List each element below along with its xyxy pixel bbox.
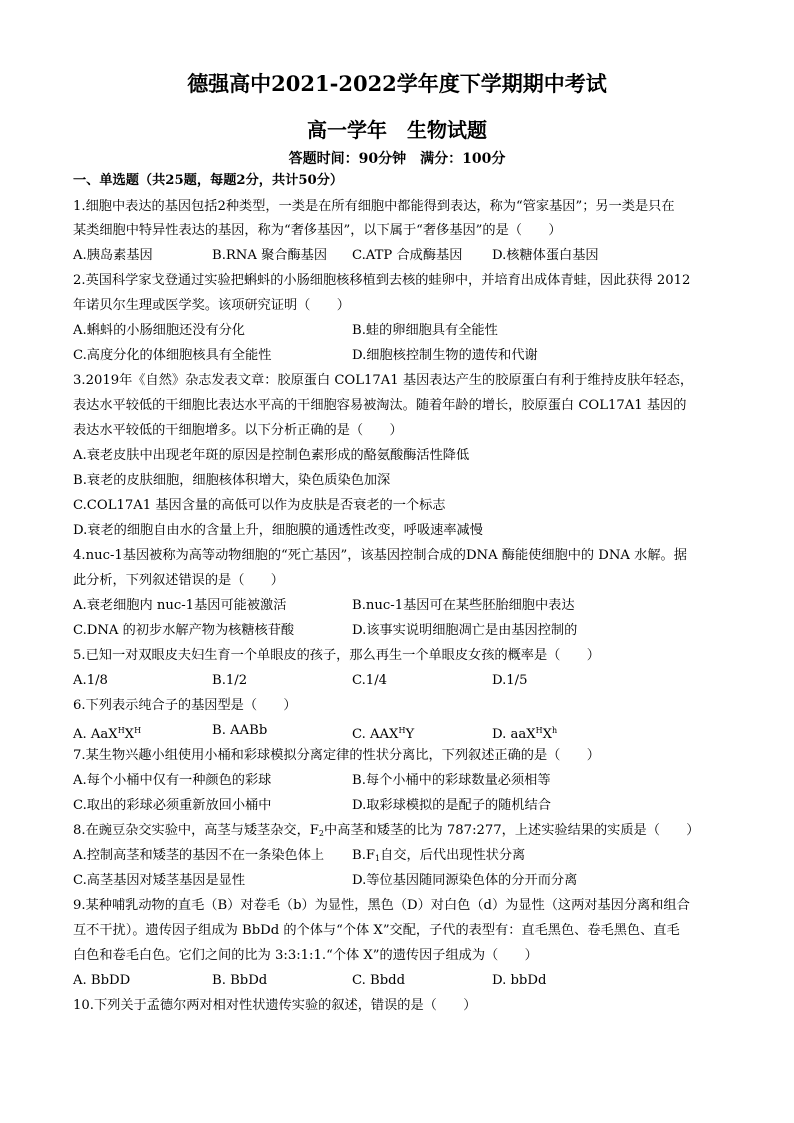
question-2-option-d: D.细胞核控制生物的遗传和代谢 (352, 348, 538, 363)
question-9-option-d: D. bbDd (492, 973, 547, 988)
question-1-option-b: B.RNA 聚合酶基因 (212, 248, 328, 263)
question-8-option-b: $B.F_1$自交，后代出现性状分离 (352, 848, 526, 863)
question-7-option-a: A.每个小桶中仅有一种颜色的彩球 (73, 773, 272, 788)
question-6-option-a: A. $AaX^HX^H$ (73, 726, 142, 742)
question-1-option-c: C.ATP 合成酶基因 (352, 248, 463, 263)
question-9-option-a: A. BbDD (73, 973, 131, 988)
question-1-option-d: D.核糖体蛋白基因 (492, 248, 599, 263)
question-3-line-2: 表达水平较低的干细胞比表达水平高的干细胞容易被淘汰。随着年龄的增长，胶原蛋白 COL17A1 基因的 (73, 398, 687, 413)
question-1-line-1: 1.细胞中表达的基因包括2种类型，一类是在所有细胞中都能得到表达，称为“管家基因”；另一类是只在 (73, 199, 675, 214)
question-10-line-1: 10.下列关于孟德尔两对相对性状遗传实验的叙述，错误的是（ ） (73, 998, 477, 1013)
question-8-line-1: 8.在豌豆杂交实验中，高茎与矮茎杂交，$F_2$中高茎和矮茎的比为 787:277，上述实验结果的实质是（ ） (73, 823, 700, 838)
question-4-option-a: A.衰老细胞内 nuc-1基因可能被激活 (73, 598, 287, 613)
question-3-option-b: B.衰老的皮肤细胞，细胞核体积增大，染色质染色加深 (73, 473, 391, 488)
question-7-option-d: D.取彩球模拟的是配子的随机结合 (352, 798, 551, 813)
question-8-option-a: A.控制高茎和矮茎的基因不在一条染色体上 (73, 848, 325, 863)
question-2-option-c: C.高度分化的体细胞核具有全能性 (73, 348, 272, 363)
question-6-line-1: 6.下列表示纯合子的基因型是（ ） (73, 698, 297, 713)
question-4-option-b: B.nuc-1基因可在某些胚胎细胞中表达 (352, 598, 575, 613)
question-5-line-1: 5.已知一对双眼皮夫妇生育一个单眼皮的孩子，那么再生一个单眼皮女孩的概率是（ ） (73, 648, 600, 663)
question-7-option-c: C.取出的彩球必须重新放回小桶中 (73, 798, 272, 813)
question-3-line-3: 表达水平较低的干细胞增多。以下分析正确的是（ ） (73, 423, 403, 438)
question-3-option-a: A.衰老皮肤中出现老年斑的原因是控制色素形成的酪氨酸酶活性降低 (73, 448, 470, 463)
question-4-option-d: D.该事实说明细胞凋亡是由基因控制的 (352, 623, 578, 638)
question-3-option-c: C.COL17A1 基因含量的高低可以作为皮肤是否衰老的一个标志 (73, 498, 446, 513)
question-9-line-1: 9.某种哺乳动物的直毛（B）对卷毛（b）为显性，黑色（D）对白色（d）为显性（这两对基因分离和组合 (73, 898, 690, 913)
question-1-line-2: 某类细胞中特异性表达的基因，称为“奢侈基因”，以下属于“奢侈基因”的是（ ） (73, 223, 562, 238)
question-5-option-b: B.1/2 (212, 673, 248, 688)
question-9-line-3: 白色和卷毛白色。它们之间的比为 3:3:1:1.“个体 X”的遗传因子组成为（ ） (73, 948, 538, 963)
question-7-line-1: 7.某生物兴趣小组使用小桶和彩球模拟分离定律的性状分离比，下列叙述正确的是（ ） (73, 748, 600, 763)
question-9-option-c: C. Bbdd (352, 973, 406, 988)
question-7-option-b: B.每个小桶中的彩球数量必须相等 (352, 773, 551, 788)
question-4-option-c: C.DNA 的初步水解产物为核糖核苷酸 (73, 623, 295, 638)
section-heading: 一、单选题（共25题，每题2分，共计50分） (73, 173, 344, 188)
question-3-line-1: 3.2019年《自然》杂志发表文章：胶原蛋白 COL17A1 基因表达产生的胶原蛋白有利于维持皮肤年轻态， (73, 373, 694, 388)
question-9-line-2: 互不干扰）。遗传因子组成为 BbDd 的个体与“个体 X”交配，子代的表型有：直毛黑色、卷毛黑色、直毛 (73, 923, 680, 938)
question-6-option-c: C. $AAX^HY$ (352, 726, 415, 742)
question-2-option-a: A.蝌蚪的小肠细胞还没有分化 (73, 323, 245, 338)
question-5-option-c: C.1/4 (352, 673, 388, 688)
question-9-option-b: B. BbDd (212, 973, 268, 988)
question-5-option-d: D.1/5 (492, 673, 528, 688)
question-6-option-d: D. $aaX^HX^h$ (492, 726, 558, 742)
question-5-option-a: A.1/8 (73, 673, 108, 688)
exam-title: 德强高中2021-2022学年度下学期期中考试 (187, 71, 607, 96)
exam-info: 答题时间：90分钟 满分：100分 (288, 151, 506, 167)
question-2-line-2: 年诺贝尔生理或医学奖。该项研究证明（ ） (73, 298, 350, 313)
question-2-line-1: 2.英国科学家戈登通过实验把蝌蚪的小肠细胞核移植到去核的蛙卵中，并培育出成体青蛙，因此获得 2012 (73, 273, 691, 288)
question-6-option-b: B. AABb (212, 723, 268, 738)
question-8-option-c: C.高茎基因对矮茎基因是显性 (73, 873, 246, 888)
question-1-option-a: A.胰岛素基因 (73, 248, 153, 263)
question-3-option-d: D.衰老的细胞自由水的含量上升，细胞膜的通透性改变，呼吸速率减慢 (73, 523, 483, 538)
question-8-option-d: D.等位基因随同源染色体的分开而分离 (352, 873, 578, 888)
exam-subtitle: 高一学年 生物试题 (307, 118, 487, 142)
question-4-line-1: 4.nuc-1基因被称为高等动物细胞的“死亡基因”，该基因控制合成的DNA 酶能使细胞中的 DNA 水解。据 (73, 548, 687, 563)
question-4-line-2: 此分析，下列叙述错误的是（ ） (73, 573, 284, 588)
question-2-option-b: B.蛙的卵细胞具有全能性 (352, 323, 498, 338)
